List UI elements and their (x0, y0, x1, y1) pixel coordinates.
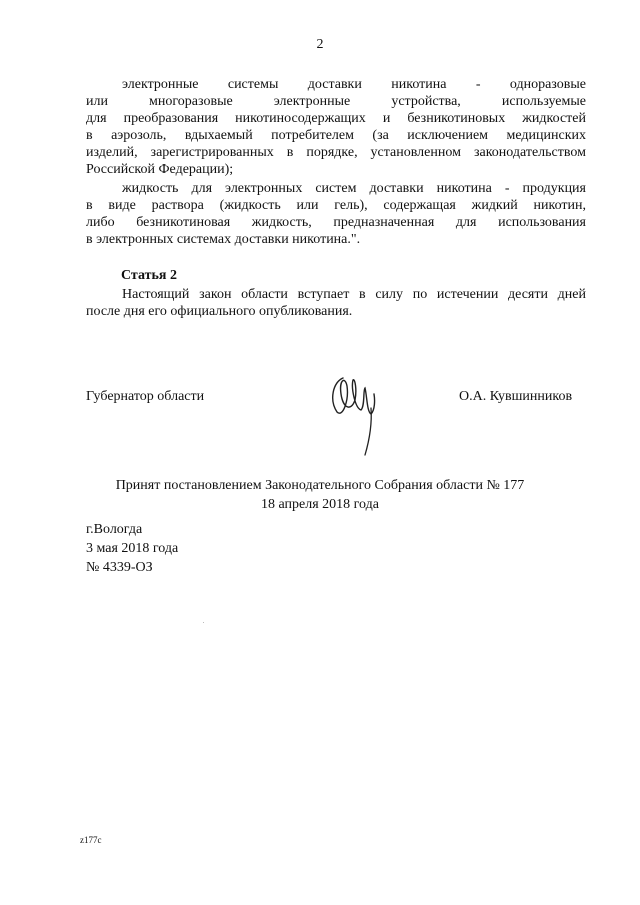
city: г.Вологда (86, 522, 143, 537)
governor-title: Губернатор области (86, 389, 205, 404)
text-line: Настоящий закон области вступает в силу по истечении десяти дней (122, 287, 586, 302)
text-line: в виде раствора (жидкость или гель), содержащая жидкий никотин, (86, 198, 586, 213)
definition-item-2 (86, 180, 586, 248)
law-number: № 4339-ОЗ (86, 560, 153, 575)
text-line: после дня его официального опубликования. (86, 304, 353, 319)
article-heading: Статья 2 (121, 268, 177, 283)
page-number: 2 (316, 37, 324, 52)
text-line: электронные системы доставки никотина - одноразовые (122, 77, 586, 92)
text-line: в электронных системах доставки никотина.". (86, 232, 361, 247)
adoption-line: Принят постановлением Законодательного Собрания области № 177 (115, 478, 525, 493)
scan-dot (203, 622, 204, 623)
text-line: либо безникотиновая жидкость, предназначенная для использования (86, 215, 586, 230)
place-date-block (86, 520, 178, 577)
adoption-note (0, 476, 640, 514)
handwritten-signature (325, 360, 385, 460)
adoption-date: 18 апреля 2018 года (261, 497, 379, 512)
text-line: для преобразования никотиносодержащих и безникотиновых жидкостей (86, 111, 586, 126)
text-line: или многоразовые электронные устройства, используемые (86, 94, 586, 109)
text-line: Российской Федерации); (86, 162, 234, 177)
footer-code: z177c (80, 835, 102, 845)
text-line: в аэрозоль, вдыхаемый потребителем (за исключением медицинских (86, 128, 586, 143)
text-line: изделий, зарегистрированных в порядке, установленном законодательством (86, 145, 586, 160)
governor-name: О.А. Кувшинников (459, 389, 573, 404)
definition-item-1 (86, 76, 586, 178)
text-line: жидкость для электронных систем доставки никотина - продукция (122, 181, 586, 196)
signing-date: 3 мая 2018 года (86, 541, 179, 556)
article-body (86, 286, 586, 320)
